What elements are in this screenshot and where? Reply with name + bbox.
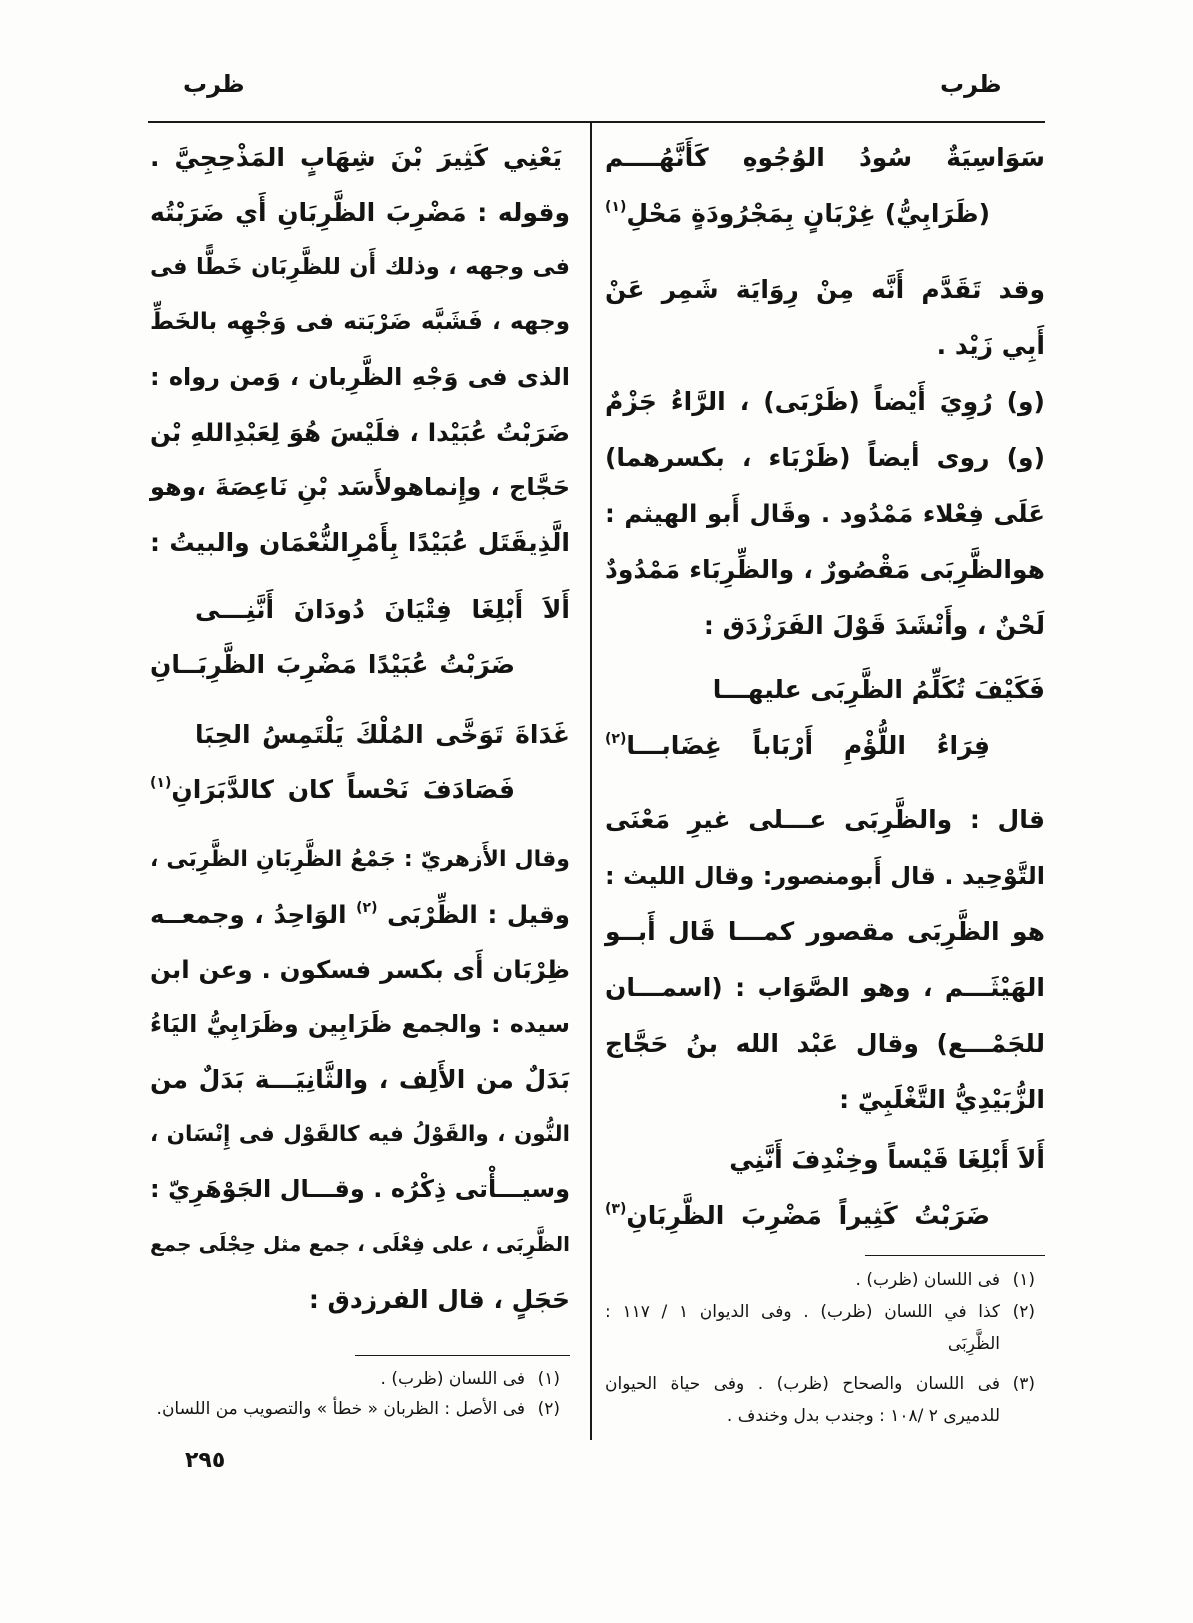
text-line (150, 887, 570, 942)
text-line (150, 130, 570, 185)
line-text: أَلاَ أَبْلِغَا قَيْساً وخِنْدِفَ أَنَّنِي (729, 1145, 1045, 1174)
line-text: وسيـــأْتى ذِكْرُه . وقـــال الجَوْهَرِيّ : (150, 1175, 570, 1203)
line-text: بَدَلٌ من الأَلِف ، والثَّانِيَـــة بَدَلٌ من (150, 1065, 570, 1094)
left-column (150, 130, 570, 1424)
line-text: لَحْنٌ ، وأَنْشَدَ قَوْلَ الفَرَزْدَق : (703, 611, 1045, 640)
line-text: وقال الأَزهريّ : جَمْعُ الظَّرِبَانِ الظَّرِبَى ، (150, 847, 570, 872)
column-divider (590, 122, 592, 1440)
left-column-text (150, 130, 570, 1327)
text-line (605, 662, 1045, 718)
line-text: ضَرَبْتُ عُبَيْدًا مَضْرِبَ الظَّرِبَــانِ (150, 650, 515, 679)
left-column-footnotes (150, 1364, 570, 1424)
footnote-number: (١) (1012, 1270, 1035, 1290)
text-line (605, 1016, 1045, 1072)
line-text: الزُّبَيْدِيُّ التَّغْلَبِيّ : (839, 1085, 1045, 1114)
line-text: الهَيْثَـــم ، وهو الصَّوَاب : (اسمـــان (605, 973, 1045, 1002)
footnote-line: فى اللسان (ظرب) . (380, 1369, 525, 1389)
line-text: ظِرْبَان أَى بكسر فسكون . وعن ابن (150, 955, 570, 984)
running-head-left: ظرب (183, 70, 245, 98)
line-text: الَّذِيقَتَل عُبَيْدًا بِأَمْرِالنُّعْمَان والبيتُ : (150, 528, 570, 557)
footnote-marker: (٢) (605, 731, 627, 747)
text-line (150, 350, 570, 405)
text-line (605, 318, 1045, 374)
text-line (150, 637, 570, 692)
line-text: الظَّرِبَى ، على فِعْلَى ، جمع مثل حِجْلَى جمع (150, 1232, 570, 1256)
text-line (605, 486, 1045, 542)
text-line (150, 762, 570, 817)
text-line (150, 185, 570, 240)
text-line (605, 186, 1045, 242)
line-text: أَلاَ أَبْلِغَا فِتْيَانَ دُودَانَ أَنَّنِـــى (195, 595, 570, 624)
footnote-marker: (١) (605, 199, 627, 215)
right-column-text (605, 130, 1045, 1244)
text-line (605, 848, 1045, 904)
text-line (150, 1052, 570, 1107)
footnote-number: (٢) (537, 1399, 560, 1419)
text-line (150, 997, 570, 1052)
text-line (150, 1272, 570, 1327)
text-line (605, 130, 1045, 186)
text-line (605, 1188, 1045, 1244)
line-text: فَصَادَفَ نَحْساً كان كالدَّبَرَانِ (171, 775, 515, 804)
footnote (605, 1264, 1045, 1296)
footnote-number: (١) (537, 1369, 560, 1389)
text-line (150, 942, 570, 997)
footnote-line: فى اللسان والصحاح (ظرب) . وفى حياة الحيوان (605, 1374, 1000, 1394)
line-text: غَدَاةَ تَوَخَّى المُلْكَ يَلْتَمِسُ الحِبَا (195, 720, 570, 749)
text-line (605, 262, 1045, 318)
running-head-right: ظرب (940, 70, 1002, 98)
line-text: وقد تَقَدَّم أَنَّه مِنْ رِوَايَة شَمِر عَنْ (605, 275, 1045, 304)
line-text: فَكَيْفَ تُكَلِّمُ الظَّرِبَى عليهـــا (712, 675, 1045, 704)
line-text: قال : والظَّرِبَى عـــلى غيرِ مَعْنَى (605, 805, 1045, 834)
line-text: (ظَرَابِيُّ) غِرْبَانٍ بِمَجْرُودَةٍ مَحْلِ (626, 199, 990, 228)
text-line (150, 1217, 570, 1272)
text-line (150, 707, 570, 762)
text-line (605, 430, 1045, 486)
line-text: سيده : والجمع ظَرَابِين وظَرَابِيُّ اليَاءُ (150, 1010, 570, 1038)
footnote (605, 1296, 1045, 1360)
text-line (605, 904, 1045, 960)
line-text: النُّون ، والقَوْلُ فيه كالقَوْل فى إِنْسَان ، (150, 1122, 570, 1147)
footnote-marker: (٢) (356, 900, 378, 916)
line-text: عَلَى فِعْلاء مَمْدُود . وقَال أَبو الهيثم : (605, 499, 1045, 528)
line-text: للجَمْـــع) وقال عَبْد الله بنُ حَجَّاج (605, 1029, 1045, 1058)
text-line (605, 542, 1045, 598)
text-line (605, 792, 1045, 848)
footnote-number: (٣) (1012, 1374, 1035, 1394)
text-line (150, 582, 570, 637)
line-text: فى وجهه ، وذلك أَن للظَّرِبَان خَطًّا فى (150, 254, 570, 280)
line-text: حَجَّاج ، وإِنماهولأَسَد بْنِ نَاعِصَةَ ،وهو (150, 473, 570, 501)
header-rule (148, 121, 1045, 123)
text-line (605, 718, 1045, 774)
footnote-line: كذا في اللسان (ظرب) . وفى الديوان ١ / ١١٧ : (605, 1302, 1001, 1322)
text-line (150, 295, 570, 350)
footnote-number: (٢) (1012, 1302, 1035, 1322)
text-line (605, 1132, 1045, 1188)
footnote-line: الظَّرِبَى (947, 1334, 1000, 1354)
footnote (605, 1368, 1045, 1432)
text-line (605, 1072, 1045, 1128)
line-text: سَوَاسِيَةٌ سُودُ الوُجُوهِ كَأَنَّهُــــم (605, 143, 1045, 172)
line-text: أَبِي زَيْد . (936, 331, 1045, 360)
text-line (150, 240, 570, 295)
text-line (150, 405, 570, 460)
line-text: ضَرَبْتُ كَثِيراً مَضْرِبَ الظَّرِبَانِ (626, 1201, 990, 1230)
text-line (150, 515, 570, 570)
line-text: التَّوْحِيد . قال أَبومنصور: وقال الليث : (605, 862, 1045, 890)
line-text: فِرَاءُ اللُّؤْمِ أَرْبَاباً غِضَابـــا (626, 731, 990, 760)
page-number: ٢٩٥ (185, 1448, 226, 1473)
footnote-rule (865, 1255, 1045, 1256)
line-text: هوالظَّرِبَى مَقْصُورٌ ، والظِّرِبَاء مَمْدُودٌ (605, 555, 1045, 584)
footnote-line: فى اللسان (ظرب) . (855, 1270, 1000, 1290)
line-text: حَجَلٍ ، قال الفرزدق : (308, 1285, 570, 1314)
text-line (150, 832, 570, 887)
footnote-rule (355, 1355, 570, 1356)
footnote-marker: (٣) (605, 1201, 627, 1217)
line-text: الوَاحِدُ ، وجمعــه (150, 900, 347, 929)
footnote (150, 1394, 570, 1424)
line-text: يَعْنِي كَثِيرَ بْنَ شِهَابٍ المَذْحِجِيَّ . (150, 143, 562, 172)
right-column (605, 130, 1045, 1432)
line-text: وقيل : الظِّرْبَى (387, 900, 571, 929)
footnote-line: فى الأصل : الظربان « خطأ » والتصويب من اللسان. (156, 1399, 525, 1419)
line-text: الذى فى وَجْهِ الظَّرِبان ، وَمن رواه : (150, 363, 570, 391)
footnote-line: للدميرى ٢ /١٠٨ : وجندب بدل وخندف . (726, 1406, 1000, 1426)
text-line (150, 1107, 570, 1162)
right-column-footnotes (605, 1264, 1045, 1432)
line-text: (و) رُوِيَ أَيْضاً (ظَرْبَى) ، الرَّاءُ جَزْمٌ (605, 387, 1045, 416)
line-text: وقوله : مَضْرِبَ الظَّرِبَانِ أَي ضَرَبْتُه (150, 198, 570, 227)
text-line (150, 1162, 570, 1217)
text-line (150, 460, 570, 515)
line-text: وجهه ، فَشَبَّه ضَرْبَته فى وَجْهِه بالخَطِّ (150, 309, 570, 335)
line-text: هو الظَّرِبَى مقصور كمـــا قَال أَبــو (605, 917, 1045, 946)
footnote (150, 1364, 570, 1394)
line-text: ضَرَبْتُ عُبَيْدا ، فلَيْسَ هُوَ لِعَبْدِاللهِ بْن (150, 418, 570, 447)
text-line (605, 960, 1045, 1016)
footnote-marker: (١) (150, 775, 172, 791)
text-line (605, 374, 1045, 430)
line-text: (و) روى أيضاً (ظَرْبَاء ، بكسرهما) (605, 443, 1045, 472)
text-line (605, 598, 1045, 654)
